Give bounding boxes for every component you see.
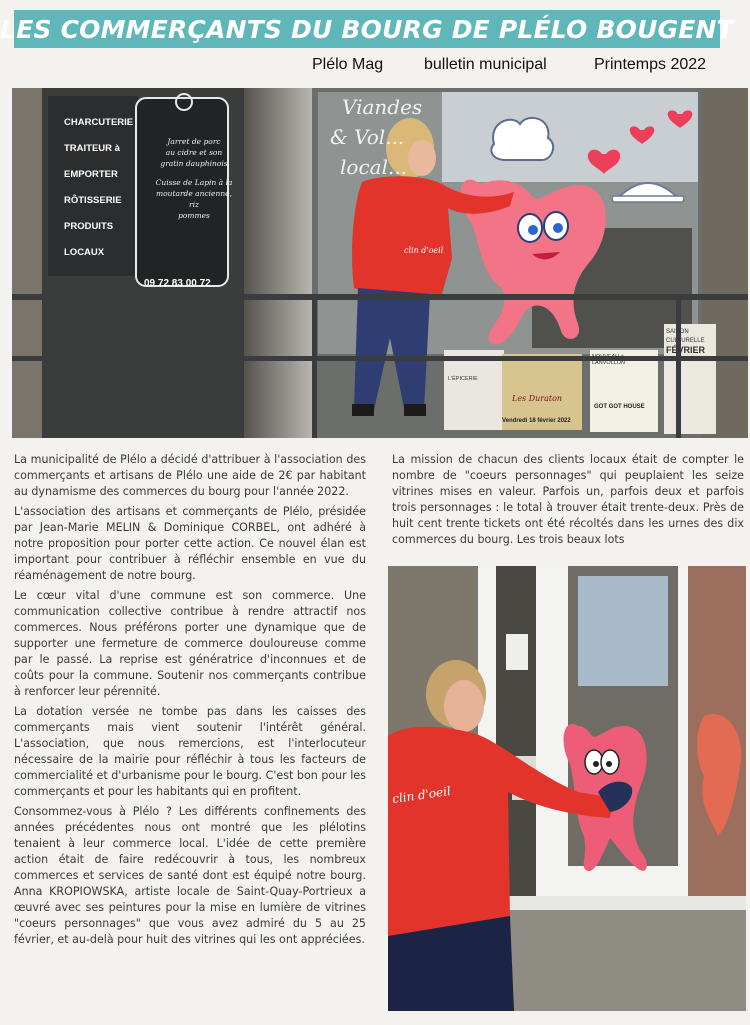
poster-saison (666, 328, 716, 355)
poster-date: Vendredi 18 février 2022 (502, 418, 571, 424)
poster-nouveau: NOUVEAU à LANVOLLON (592, 354, 626, 366)
shop-menu-item: PRODUITS LOCAUX (64, 221, 114, 258)
article-paragraph: Consommez-vous à Plélo ? Les différents confinements des années précédentes nous ont montré que les plélotins tenaient à leur commerce local. L'idée de cette première action était de faire redécouvrir à tous, les nombreux commerces et services de santé dont est équipé notre bourg. Anna KROPIOWSKA, artiste locale de Saint-Quay-Portrieux a œuvré avec ses peintures pour la mise en lumière de vitrines "coeurs personnages" que vous avez admiré du 5 au 25 février, et au-delà pour huit des vitrines qui les ont appréciées. (14, 805, 366, 946)
chalk-line: gratin dauphinois (160, 159, 228, 168)
window-lettering (330, 92, 422, 182)
shop-phone-number: 09 72 83 00 72 (144, 278, 211, 289)
shop-menu-item: TRAITEUR à EMPORTER (64, 143, 120, 180)
jacket-lettering: clin d'oeil (404, 246, 444, 255)
article-column-right (392, 452, 744, 552)
poster-got-got: GOT GOT HOUSE (594, 404, 645, 410)
bulletin-label: bulletin municipal (424, 56, 547, 73)
publication-meta (0, 56, 740, 78)
poster-duraton: Les Duraton (512, 394, 563, 403)
article-paragraph: La mission de chacun des clients locaux était de compter le nombre de "coeurs personnages" qui peuplaient les seize vitrines mises en valeur. Parfois un, parfois deux et parfois trois personnages : le total à trouver était trente-deux. Près de huit cent trente tickets ont été récoltés dans les urnes des dix commerces du bourg. Les trois beaux lots (392, 453, 744, 546)
shop-menu-item: CHARCUTERIE (64, 117, 134, 128)
poster-epicerie: L'ÉPICERIE (448, 376, 478, 382)
window-letter-line: & Vol... (330, 125, 405, 149)
jacket-lettering-2: clin d'oeil (391, 783, 452, 807)
article-column-left (14, 452, 366, 952)
magazine-name: Plélo Mag (312, 56, 384, 73)
chalk-line: au cidre et son (165, 148, 223, 157)
window-letter-line: Viandes (342, 95, 423, 119)
article-paragraph: La dotation versée ne tombe pas dans les caisses des commerçants mais vient soutenir l'intérêt général. L'association, que nous remercions, est l'interlocuteur nécessaire de la mairie pour réfléchir à tous les facteurs de commercialité et d'urbanisme pour le bourg. C'est bon pour les commerçants et pour les habitants qui en profitent. (14, 705, 366, 798)
chalk-menu-text (154, 136, 234, 221)
issue-label: Printemps 2022 (594, 56, 707, 73)
photo-window-painting-closeup (388, 566, 746, 1011)
article-title: LES COMMERÇANTS DU BOURG DE PLÉLO BOUGENT (0, 14, 734, 44)
chalk-line: moutarde ancienne, riz (156, 189, 232, 209)
poster-text: SAISON CULTURELLE (666, 329, 705, 344)
photo-shop-window-painting (12, 88, 748, 438)
window-letter-line: local... (340, 155, 408, 179)
chalk-line: Cuisse de Lapin à la (155, 178, 233, 187)
chalk-line: Jarret de porc (167, 137, 221, 146)
poster-text: FÉVRIER (666, 345, 706, 355)
article-paragraph: Le cœur vital d'une commune est son commerce. Une communication collective contribue à rendre attractif nos commerces. Nous préférons porter une dynamique que de supporter une fermeture de commerce douloureuse comme par le passé. La reprise est génératrice d'inconnues et de coûts pour la commune. Soutenir nos commerçants contribue à renforcer leur pérennité. (14, 589, 366, 698)
shop-menu-item: RÔTISSERIE (64, 195, 122, 206)
chalk-line: pommes (178, 211, 210, 220)
shop-menu-board (64, 110, 154, 266)
article-paragraph: La municipalité de Plélo a décidé d'attribuer à l'association des commerçants et artisans de Plélo une aide de 2€ par habitant au dynamisme des commerces du bourg pour l'année 2022. (14, 453, 366, 498)
article-title-banner (0, 10, 734, 48)
article-paragraph: L'association des artisans et commerçants de Plélo, présidée par Jean-Marie MELIN & Dominique CORBEL, ont adhéré à notre proposition pour porter cette action. Ce nouvel élan est important pour contribuer à réfléchir ensemble en vue du réaménagement de notre bourg. (14, 505, 366, 582)
